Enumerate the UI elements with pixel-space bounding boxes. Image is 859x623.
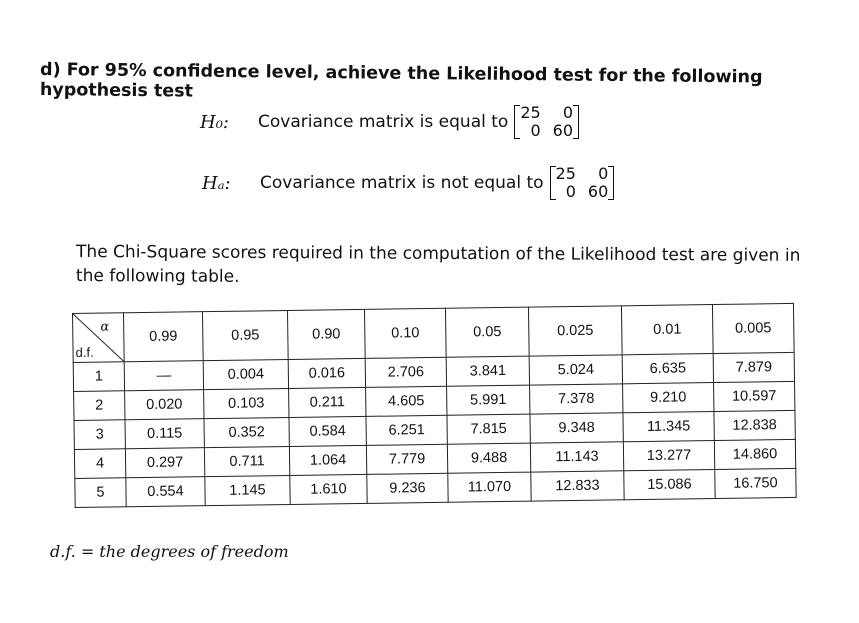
table-cell: 9.236: [367, 473, 448, 503]
table-cell: 0.016: [288, 358, 365, 388]
table-cell: 3.841: [446, 356, 529, 386]
table-cell: 0.584: [289, 416, 366, 446]
table-cell: 4.605: [366, 386, 447, 416]
column-header: 0.10: [364, 308, 446, 358]
table-cell: 12.833: [531, 471, 624, 501]
df-cell: 5: [75, 478, 126, 508]
table-cell: 13.277: [623, 441, 714, 471]
table-cell: 9.348: [530, 413, 623, 443]
table-cell: 6.635: [622, 354, 713, 384]
table-cell: 0.103: [204, 388, 289, 418]
table-cell: 0.352: [204, 417, 289, 447]
table-cell: 9.488: [447, 443, 530, 473]
matrix-cell: 25: [520, 103, 541, 122]
df-cell: 4: [74, 449, 125, 479]
table-cell: 0.297: [125, 448, 204, 478]
table-cell: 14.860: [714, 439, 795, 469]
table-cell: 11.070: [448, 472, 531, 502]
column-header: 0.90: [287, 309, 365, 359]
table-cell: 7.879: [713, 352, 794, 382]
h0-matrix: [514, 104, 579, 140]
intro-text: The Chi-Square scores required in the computation of the Likelihood test are given in the following table.: [75, 242, 801, 287]
table-cell: 6.251: [366, 415, 447, 445]
matrix-cell: 0: [530, 121, 541, 140]
table-cell: 0.211: [289, 387, 366, 417]
table-cell: 7.779: [366, 444, 447, 474]
table-cell: 0.004: [203, 359, 288, 389]
null-hypothesis: [200, 104, 579, 140]
corner-cell: [73, 313, 125, 363]
table-cell: 7.815: [447, 414, 530, 444]
column-header: 0.05: [445, 307, 529, 357]
h0-text: Covariance matrix is equal to: [258, 112, 509, 132]
table-cell: 12.838: [714, 410, 795, 440]
table-cell: 0.554: [126, 477, 205, 507]
df-cell: 1: [73, 362, 124, 392]
table-cell: 16.750: [715, 468, 796, 498]
df-cell: 3: [74, 420, 125, 450]
table-cell: 0.020: [125, 390, 204, 420]
table-cell: 7.378: [530, 384, 623, 414]
matrix-cell: 0: [565, 182, 576, 201]
table-cell: 1.610: [290, 474, 367, 504]
chi-square-table: [72, 303, 797, 508]
table-cell: 1.064: [289, 445, 366, 475]
matrix-cell: 25: [555, 164, 576, 183]
column-header: 0.01: [621, 305, 713, 355]
table-cell: 1.145: [205, 475, 290, 505]
matrix-cell: 60: [552, 121, 574, 140]
table-cell: 5.024: [529, 355, 622, 385]
table-cell: 11.143: [530, 442, 623, 472]
df-cell: 2: [74, 391, 125, 421]
table-cell: —: [124, 361, 203, 391]
df-label: d.f.: [75, 344, 94, 360]
column-header: 0.99: [124, 312, 204, 362]
table-cell: 5.991: [447, 385, 530, 415]
matrix-cell: 0: [562, 103, 574, 122]
footnote: d.f. = the degrees of freedom: [50, 542, 289, 561]
alternative-hypothesis: [202, 165, 614, 201]
matrix-cell: 0: [598, 164, 609, 183]
alpha-label: α: [100, 319, 110, 335]
table-cell: 0.115: [125, 419, 204, 449]
column-header: 0.025: [528, 306, 622, 356]
table-cell: 2.706: [365, 357, 446, 387]
matrix-cell: 60: [587, 182, 609, 201]
table-cell: 15.086: [624, 470, 715, 500]
table-cell: 9.210: [623, 383, 714, 413]
table-cell: 0.711: [204, 446, 289, 476]
h0-symbol: H₀:: [200, 111, 229, 133]
column-header: 0.95: [202, 310, 288, 360]
ha-symbol: Hₐ:: [202, 172, 231, 194]
column-header: 0.005: [712, 303, 794, 353]
question-text: d) For 95% confidence level, achieve the Likelihood test for the following hypothesis test: [39, 60, 763, 102]
table-cell: 11.345: [623, 412, 714, 442]
ha-text: Covariance matrix is not equal to: [260, 173, 544, 193]
ha-matrix: [550, 165, 615, 201]
table-cell: 10.597: [714, 381, 795, 411]
